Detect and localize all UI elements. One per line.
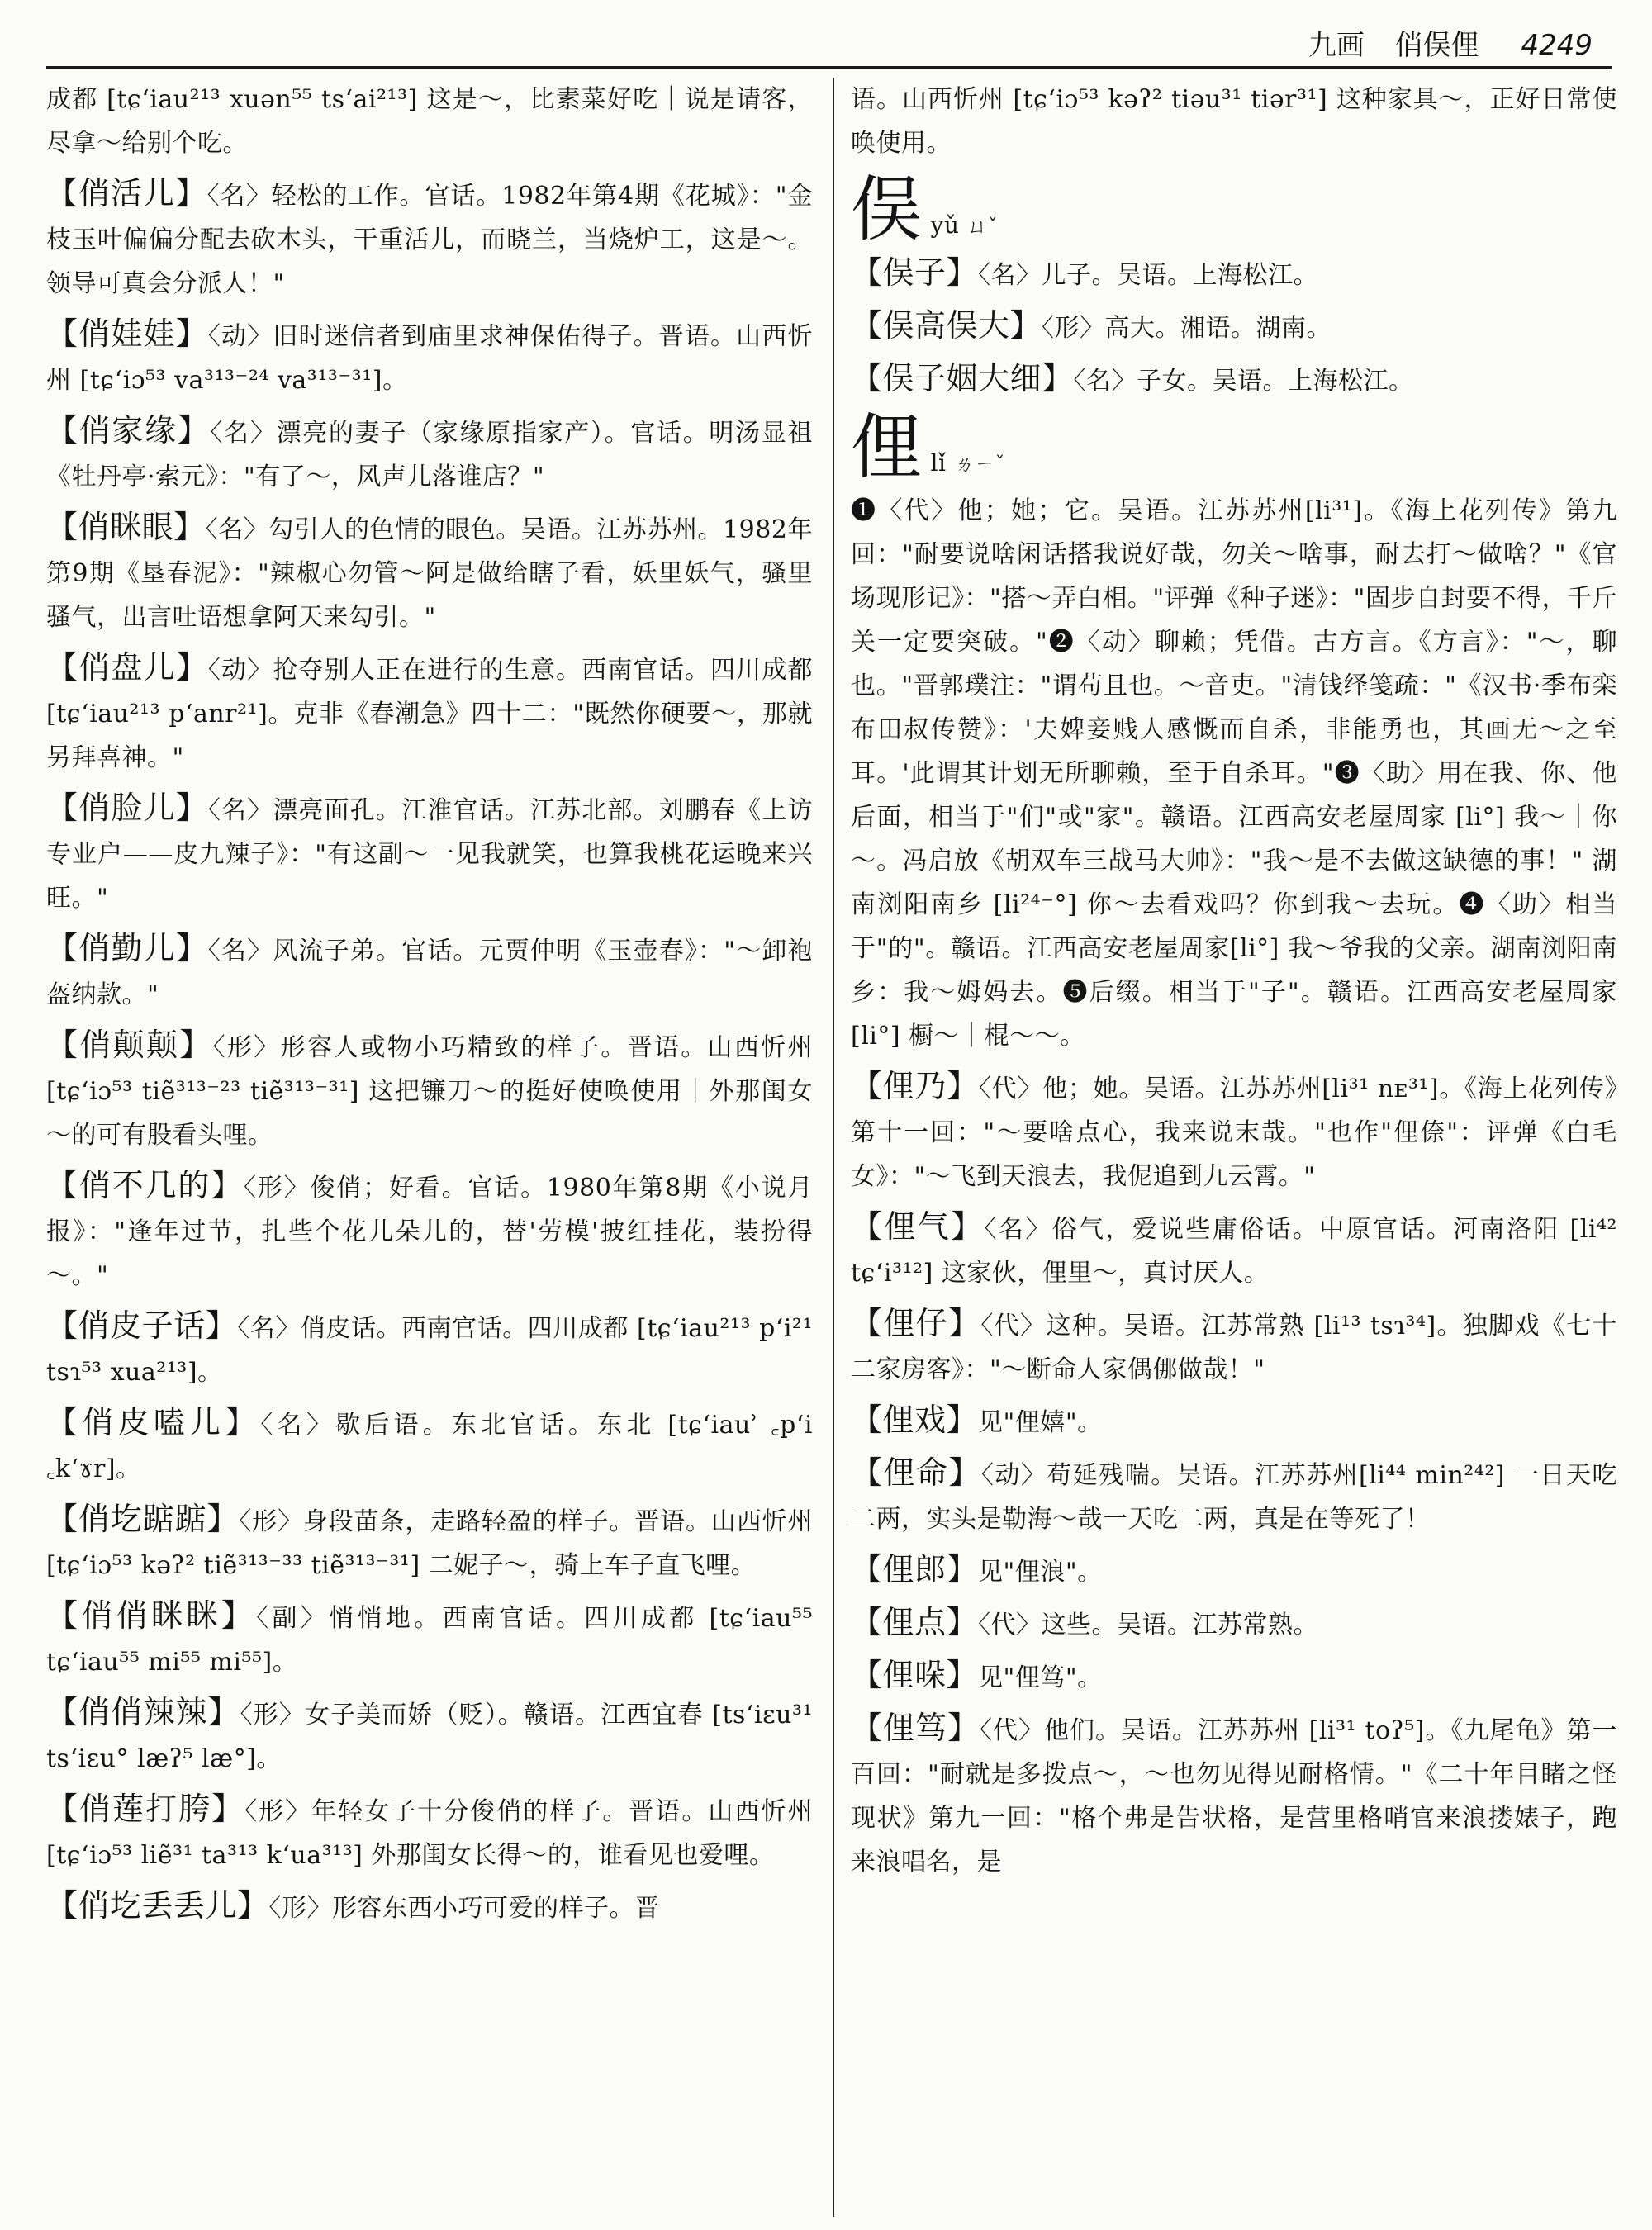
entry (46, 1164, 813, 1298)
entry (851, 1706, 1617, 1884)
entry-definition: 〈形〉形容东西小巧可爱的样子。晋 (268, 1894, 660, 1923)
headword-character: 俣 (851, 168, 923, 251)
entry (46, 1401, 813, 1491)
entry-headword: 【俣子】 (851, 254, 979, 291)
entry-headword: 【俚哚】 (851, 1657, 979, 1693)
entry-headword: 【俣高俣大】 (851, 307, 1042, 344)
entry (851, 1601, 1617, 1647)
entry (851, 1398, 1617, 1445)
entry (46, 312, 813, 402)
entry (46, 1594, 813, 1684)
entry-headword: 【俚乃】 (851, 1068, 979, 1104)
entry-headword: 【俏圪丢丢儿】 (46, 1887, 269, 1924)
entry (851, 304, 1617, 350)
entry-definition: 〈名〉儿子。吴语。上海松江。 (978, 261, 1319, 290)
headword-character: 俚 (851, 406, 923, 489)
entry-headword: 【俏眯眼】 (46, 509, 206, 545)
entry (46, 1304, 813, 1394)
character-definition: ❶〈代〉他；她；它。吴语。江苏苏州[li³¹]。《海上花列传》第九回："耐要说啥闲话搭我说好哉，勿关～啥事，耐去打～做啥？"《官场现形记》："搭～弄白相。"评弹《种子迷》："固步自封要不得，千斤关一定要突破。"❷〈动〉聊赖；凭借。古方言。《方言》："～，聊也。"晋郭璞注："谓苟且也。～音吏。"清钱绎笺疏："《汉书·季布栾布田叔传赞》：'夫婢妾贱人感慨而自杀，非能勇也，其画无～之至耳。'此谓其计划无所聊赖，至于自杀耳。"❸〈助〉用在我、你、他后面，相当于"们"或"家"。赣语。江西高安老屋周家 [li°] 我～｜你～。冯启放《胡双车三战马大帅》："我～是不去做这缺德的事！" 湖南浏阳南乡 [li²⁴⁻°] 你～去看戏吗？你到我～去玩。❹〈助〉相当于"的"。赣语。江西高安老屋周家[li°] 我～爷我的父亲。湖南浏阳南乡：我～姆妈去。❺后缀。相当于"子"。赣语。江西高安老屋周家 [li°] 橱～｜棍～～。 (851, 496, 1617, 1051)
entry-definition: 〈名〉漂亮的妻子（家缘原指家产）。官话。明汤显祖《牡丹亭·索元》："有了～，风声儿落谁店？" (46, 419, 813, 491)
entry (851, 357, 1617, 403)
entry-definition: 〈形〉女子美而娇（贬）。赣语。江西宜春 [tsʻiɛu³¹ tsʻiɛu° læʔ⁵ læ°]。 (46, 1701, 813, 1773)
entry-headword: 【俚气】 (851, 1208, 985, 1245)
entry-headword: 【俏盘儿】 (46, 649, 208, 686)
entry-definition: 〈形〉高大。湘语。湖南。 (1042, 314, 1332, 343)
entry-headword: 【俚仔】 (851, 1305, 981, 1341)
entry (46, 505, 813, 639)
entry-headword: 【俏勤儿】 (46, 930, 208, 966)
entry-definition: 〈名〉轻松的工作。官话。1982年第4期《花城》："金枝玉叶偏偏分配去砍木头，干重活儿，而晓兰，当烧炉工，这是～。领导可真会分派人！" (46, 182, 813, 298)
entry (851, 1065, 1617, 1198)
entry (46, 409, 813, 499)
column-divider (833, 78, 834, 2217)
right-column (851, 78, 1617, 1891)
left-column (46, 78, 813, 1937)
header-section: 九画 (1308, 29, 1365, 62)
entry (46, 1691, 813, 1781)
entry-headword: 【俚笃】 (851, 1710, 980, 1746)
character-entry-yu (851, 168, 1617, 251)
entry (851, 1548, 1617, 1594)
entry (46, 1497, 813, 1587)
pronunciation: yǔ ㄩˇ (930, 211, 999, 239)
entry-continuation: 语。山西忻州 [tɕʻiɔ⁵³ kəʔ² tiəu³¹ tiər³¹] 这种家具～，正好日常使唤使用。 (851, 85, 1617, 158)
entry-headword: 【俏俏眯眯】 (46, 1597, 257, 1634)
header-chars: 俏俣俚 (1394, 29, 1479, 62)
entry-definition: 见"俚浪"。 (978, 1558, 1103, 1587)
entry-definition: 〈名〉勾引人的色情的眼色。吴语。江苏苏州。1982年第9期《垦春泥》："辣椒心勿管～阿是做给瞎子看，妖里妖气，骚里骚气，出言吐语想拿阿天来勾引。" (46, 515, 813, 632)
entry (851, 251, 1617, 297)
entry-definition: 见"俚嬉"。 (978, 1408, 1103, 1437)
entry-definition: 〈名〉子女。吴语。上海松江。 (1073, 367, 1414, 396)
entry-definition: 〈副〉悄悄地。西南官话。四川成都 [tɕʻiau⁵⁵ tɕʻiau⁵⁵ mi⁵⁵ mi⁵⁵]。 (46, 1604, 813, 1677)
entry-headword: 【俏皮子话】 (46, 1307, 238, 1344)
entry (46, 1023, 813, 1157)
header-rule (46, 66, 1612, 69)
entry-definition: 〈动〉苟延残喘。吴语。江苏苏州[li⁴⁴ min²⁴²] 一日天吃二两，实头是勒海～哉一天吃二两，真是在等死了！ (851, 1461, 1617, 1534)
entry-definition: 〈名〉俗气，爱说些庸俗话。中原官话。河南洛阳 [li⁴² tɕʻi³¹²] 这家伙，俚里～，真讨厌人。 (851, 1215, 1617, 1288)
entry-definition: 〈动〉旧时迷信者到庙里求神保佑得子。晋语。山西忻州 [tɕʻiɔ⁵³ va³¹³⁻²⁴ va³¹³⁻³¹]。 (46, 322, 813, 395)
entry-headword: 【俏颠颠】 (46, 1027, 213, 1063)
entry-headword: 【俚点】 (851, 1604, 979, 1640)
pronunciation: lǐ ㄌㄧˇ (930, 449, 1005, 477)
entry-headword: 【俏脸儿】 (46, 790, 208, 826)
entry-definition: 〈名〉漂亮面孔。江淮官话。江苏北部。刘鹏春《上访专业户——皮九辣子》："有这副～一见我就笑，也算我桃花运晚来兴旺。" (46, 796, 813, 913)
entry-definition: 〈名〉俏皮话。西南官话。四川成都 [tɕʻiau²¹³ pʻi²¹ tsɿ⁵³ xua²¹³]。 (46, 1314, 813, 1387)
entry-headword: 【俚郎】 (851, 1551, 979, 1587)
entry-definition: 〈代〉这种。吴语。江苏常熟 [li¹³ tsɿ³⁴]。独脚戏《七十二家房客》："～断命人家偶㑚做哉！" (851, 1312, 1617, 1384)
entry-headword: 【俏莲打胯】 (46, 1791, 245, 1827)
entry (851, 1205, 1617, 1295)
entry-headword: 【俏皮嗑儿】 (46, 1404, 261, 1440)
entry-headword: 【俏俏辣辣】 (46, 1694, 240, 1730)
entry-headword: 【俏娃娃】 (46, 316, 208, 352)
entry-headword: 【俏不几的】 (46, 1167, 244, 1203)
page-number: 4249 (1521, 29, 1593, 62)
entry-definition: 〈形〉俊俏；好看。官话。1980年第8期《小说月报》："逢年过节，扎些个花儿朵儿的，替'劳模'披红挂花，装扮得～。" (46, 1174, 813, 1290)
entry (46, 646, 813, 780)
entry-headword: 【俚命】 (851, 1454, 981, 1491)
entry-headword: 【俣子姻大细】 (851, 360, 1074, 396)
character-entry-li (851, 406, 1617, 489)
entry (46, 927, 813, 1017)
entry (46, 1787, 813, 1877)
entry-definition: 〈代〉他；她。吴语。江苏苏州[li³¹ nᴇ³¹]。《海上花列传》第十一回："～要啥点心，我来说末哉。"也作"俚倷"：评弹《白毛女》："～飞到天浪去，我伲追到九云霄。" (851, 1075, 1617, 1191)
entry (46, 1884, 813, 1930)
entry-definition: 〈代〉这些。吴语。江苏常熟。 (978, 1611, 1319, 1639)
entry-headword: 【俏圪踮踮】 (46, 1501, 240, 1537)
entry-definition: 见"俚笃"。 (978, 1663, 1103, 1692)
entry (46, 172, 813, 306)
entry (46, 786, 813, 920)
entry-definition: 〈名〉歇后语。东北官话。东北 [tɕʻiauʾ ꜀pʻi ꜀kʻɤr]。 (46, 1411, 813, 1483)
entry-continuation: 成都 [tɕʻiau²¹³ xuən⁵⁵ tsʻai²¹³] 这是～，比素菜好吃｜说是请客，尽拿～给别个吃。 (46, 85, 813, 158)
entry (851, 1654, 1617, 1700)
entry-headword: 【俏家缘】 (46, 412, 211, 448)
entry-definition: 〈代〉他们。吴语。江苏苏州 [li³¹ toʔ⁵]。《九尾龟》第一百回："耐就是多拨点～，～也勿见得见耐格情。"《二十年目睹之怪现状》第九一回："格个弗是告状格，是营里格哨官来浪搂婊子，跑来浪唱名，是 (851, 1716, 1617, 1877)
entry (851, 1451, 1617, 1541)
entry-headword: 【俚戏】 (851, 1402, 979, 1438)
entry-definition: 〈形〉年轻女子十分俊俏的样子。晋语。山西忻州 [tɕʻiɔ⁵³ liẽ³¹ ta³¹³ kʻua³¹³] 外那闺女长得～的，谁看见也爱哩。 (46, 1797, 813, 1870)
entry-definition: 〈形〉形容人或物小巧精致的样子。晋语。山西忻州 [tɕʻiɔ⁵³ tiẽ³¹³⁻²³ tiẽ³¹³⁻³¹] 这把镰刀～的挺好使唤使用｜外那闺女～的可有股看头哩。 (46, 1033, 813, 1150)
entry-definition: 〈动〉抢夺别人正在进行的生意。西南官话。四川成都 [tɕʻiau²¹³ pʻanr²¹]。克非《春潮急》四十二："既然你硬要～，那就另拜喜神。" (46, 656, 813, 772)
page-header (849, 23, 1593, 68)
entry (851, 1302, 1617, 1392)
entry-definition: 〈名〉风流子弟。官话。元贾仲明《玉壶春》："～卸袍盔纳款。" (46, 937, 813, 1009)
entry-definition: 〈形〉身段苗条，走路轻盈的样子。晋语。山西忻州 [tɕʻiɔ⁵³ kəʔ² tiẽ³¹³⁻³³ tiẽ³¹³⁻³¹] 二妮子～，骑上车子直飞哩。 (46, 1507, 813, 1580)
entry-headword: 【俏活儿】 (46, 175, 207, 211)
